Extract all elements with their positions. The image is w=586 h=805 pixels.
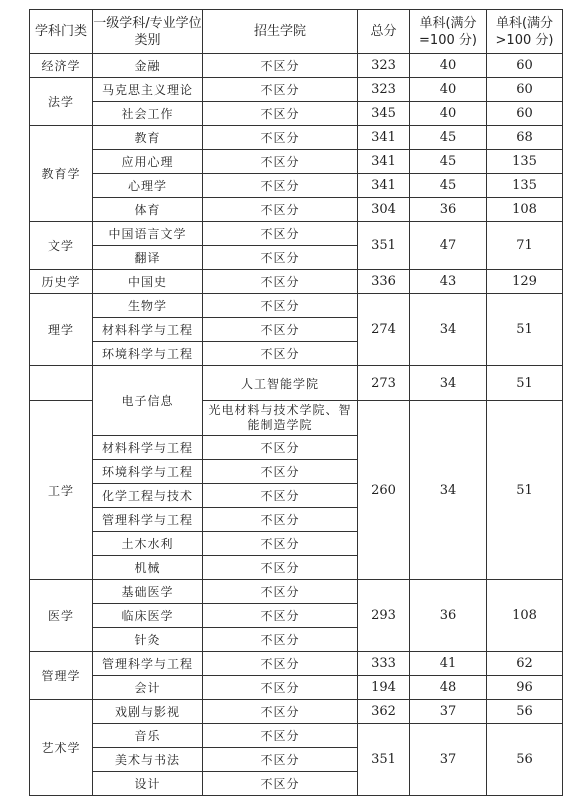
single-100-cell: 45 xyxy=(410,126,487,150)
college-cell: 不区分 xyxy=(203,700,358,724)
college-cell: 不区分 xyxy=(203,150,358,174)
college-cell: 不区分 xyxy=(203,342,358,366)
total-cell: 293 xyxy=(358,580,410,652)
table-row xyxy=(30,700,563,724)
college-cell: 不区分 xyxy=(203,580,358,604)
discipline-cell: 中国语言文学 xyxy=(93,222,203,246)
college-cell: 不区分 xyxy=(203,508,358,532)
total-cell: 323 xyxy=(358,54,410,78)
table-row xyxy=(30,198,563,222)
single-100-cell: 34 xyxy=(410,294,487,366)
category-cell: 医学 xyxy=(30,580,93,652)
table-row xyxy=(30,78,563,102)
single-over100-cell: 108 xyxy=(487,198,563,222)
college-cell: 不区分 xyxy=(203,174,358,198)
discipline-cell: 基础医学 xyxy=(93,580,203,604)
discipline-cell: 金融 xyxy=(93,54,203,78)
single-100-cell: 36 xyxy=(410,198,487,222)
discipline-cell: 心理学 xyxy=(93,174,203,198)
total-cell: 336 xyxy=(358,270,410,294)
single-100-cell: 40 xyxy=(410,78,487,102)
total-cell: 341 xyxy=(358,150,410,174)
single-100-cell: 45 xyxy=(410,150,487,174)
discipline-cell: 美术与书法 xyxy=(93,748,203,772)
table-row xyxy=(30,222,563,246)
discipline-cell: 应用心理 xyxy=(93,150,203,174)
discipline-cell: 电子信息 xyxy=(93,366,203,436)
discipline-cell: 音乐 xyxy=(93,724,203,748)
discipline-cell: 管理科学与工程 xyxy=(93,652,203,676)
total-cell: 273 xyxy=(358,366,410,401)
college-cell: 不区分 xyxy=(203,78,358,102)
single-over100-cell: 68 xyxy=(487,126,563,150)
discipline-cell: 临床医学 xyxy=(93,604,203,628)
category-cell: 法学 xyxy=(30,78,93,126)
college-cell: 不区分 xyxy=(203,556,358,580)
total-cell: 333 xyxy=(358,652,410,676)
total-cell: 341 xyxy=(358,126,410,150)
college-cell: 不区分 xyxy=(203,652,358,676)
single-100-cell: 48 xyxy=(410,676,487,700)
college-cell: 不区分 xyxy=(203,126,358,150)
discipline-cell: 设计 xyxy=(93,772,203,796)
single-over100-cell: 51 xyxy=(487,401,563,580)
header-total: 总分 xyxy=(358,10,410,54)
discipline-cell: 生物学 xyxy=(93,294,203,318)
college-cell: 不区分 xyxy=(203,54,358,78)
college-cell: 不区分 xyxy=(203,628,358,652)
total-cell: 194 xyxy=(358,676,410,700)
category-cell: 工学 xyxy=(30,401,93,580)
header-single-over100: 单科(满分>100 分) xyxy=(487,10,563,54)
category-cell: 教育学 xyxy=(30,126,93,222)
discipline-cell: 翻译 xyxy=(93,246,203,270)
total-cell: 274 xyxy=(358,294,410,366)
category-cell: 历史学 xyxy=(30,270,93,294)
college-cell: 不区分 xyxy=(203,246,358,270)
single-100-cell: 36 xyxy=(410,580,487,652)
college-cell: 不区分 xyxy=(203,748,358,772)
header-discipline: 一级学科/专业学位类别 xyxy=(93,10,203,54)
total-cell: 260 xyxy=(358,401,410,580)
college-cell: 不区分 xyxy=(203,198,358,222)
college-cell: 不区分 xyxy=(203,484,358,508)
category-cell: 艺术学 xyxy=(30,700,93,796)
table-row xyxy=(30,54,563,78)
table-row xyxy=(30,366,563,401)
category-cell xyxy=(30,366,93,401)
single-100-cell: 34 xyxy=(410,401,487,580)
college-cell: 不区分 xyxy=(203,772,358,796)
college-cell: 人工智能学院 xyxy=(203,366,358,401)
table-row xyxy=(30,676,563,700)
table-row xyxy=(30,270,563,294)
college-cell: 不区分 xyxy=(203,724,358,748)
total-cell: 351 xyxy=(358,724,410,796)
discipline-cell: 土木水利 xyxy=(93,532,203,556)
discipline-cell: 材料科学与工程 xyxy=(93,318,203,342)
category-cell: 经济学 xyxy=(30,54,93,78)
single-over100-cell: 62 xyxy=(487,652,563,676)
single-over100-cell: 108 xyxy=(487,580,563,652)
discipline-cell: 体育 xyxy=(93,198,203,222)
discipline-cell: 环境科学与工程 xyxy=(93,460,203,484)
table-row xyxy=(30,724,563,748)
single-100-cell: 47 xyxy=(410,222,487,270)
discipline-cell: 材料科学与工程 xyxy=(93,436,203,460)
discipline-cell: 化学工程与技术 xyxy=(93,484,203,508)
single-100-cell: 37 xyxy=(410,724,487,796)
header-category: 学科门类 xyxy=(30,10,93,54)
table-row xyxy=(30,174,563,198)
single-over100-cell: 135 xyxy=(487,174,563,198)
single-100-cell: 45 xyxy=(410,174,487,198)
discipline-cell: 环境科学与工程 xyxy=(93,342,203,366)
single-100-cell: 41 xyxy=(410,652,487,676)
header-college: 招生学院 xyxy=(203,10,358,54)
total-cell: 304 xyxy=(358,198,410,222)
college-cell: 不区分 xyxy=(203,604,358,628)
single-100-cell: 34 xyxy=(410,366,487,401)
single-over100-cell: 60 xyxy=(487,78,563,102)
discipline-cell: 管理科学与工程 xyxy=(93,508,203,532)
college-cell: 不区分 xyxy=(203,294,358,318)
table-row xyxy=(30,102,563,126)
header-single-100: 单科(满分=100 分) xyxy=(410,10,487,54)
discipline-cell: 会计 xyxy=(93,676,203,700)
single-over100-cell: 60 xyxy=(487,102,563,126)
college-cell: 不区分 xyxy=(203,222,358,246)
category-cell: 文学 xyxy=(30,222,93,270)
category-cell: 管理学 xyxy=(30,652,93,700)
table-row xyxy=(30,150,563,174)
single-over100-cell: 56 xyxy=(487,724,563,796)
total-cell: 323 xyxy=(358,78,410,102)
single-over100-cell: 96 xyxy=(487,676,563,700)
total-cell: 341 xyxy=(358,174,410,198)
total-cell: 362 xyxy=(358,700,410,724)
single-100-cell: 37 xyxy=(410,700,487,724)
table-row xyxy=(30,652,563,676)
single-over100-cell: 129 xyxy=(487,270,563,294)
table-row xyxy=(30,126,563,150)
single-over100-cell: 56 xyxy=(487,700,563,724)
single-over100-cell: 60 xyxy=(487,54,563,78)
discipline-cell: 针灸 xyxy=(93,628,203,652)
category-cell: 理学 xyxy=(30,294,93,366)
single-100-cell: 40 xyxy=(410,54,487,78)
single-100-cell: 40 xyxy=(410,102,487,126)
table-row xyxy=(30,580,563,604)
discipline-cell: 马克思主义理论 xyxy=(93,78,203,102)
college-cell: 不区分 xyxy=(203,102,358,126)
score-table xyxy=(29,9,563,796)
discipline-cell: 中国史 xyxy=(93,270,203,294)
single-over100-cell: 51 xyxy=(487,366,563,401)
table-row xyxy=(30,294,563,318)
discipline-cell: 机械 xyxy=(93,556,203,580)
total-cell: 351 xyxy=(358,222,410,270)
discipline-cell: 教育 xyxy=(93,126,203,150)
discipline-cell: 戏剧与影视 xyxy=(93,700,203,724)
single-over100-cell: 71 xyxy=(487,222,563,270)
college-cell: 不区分 xyxy=(203,436,358,460)
college-cell: 光电材料与技术学院、智能制造学院 xyxy=(203,401,358,436)
college-cell: 不区分 xyxy=(203,532,358,556)
total-cell: 345 xyxy=(358,102,410,126)
discipline-cell: 社会工作 xyxy=(93,102,203,126)
college-cell: 不区分 xyxy=(203,676,358,700)
single-100-cell: 43 xyxy=(410,270,487,294)
header-row xyxy=(30,10,563,54)
college-cell: 不区分 xyxy=(203,460,358,484)
single-over100-cell: 51 xyxy=(487,294,563,366)
college-cell: 不区分 xyxy=(203,270,358,294)
single-over100-cell: 135 xyxy=(487,150,563,174)
college-cell: 不区分 xyxy=(203,318,358,342)
